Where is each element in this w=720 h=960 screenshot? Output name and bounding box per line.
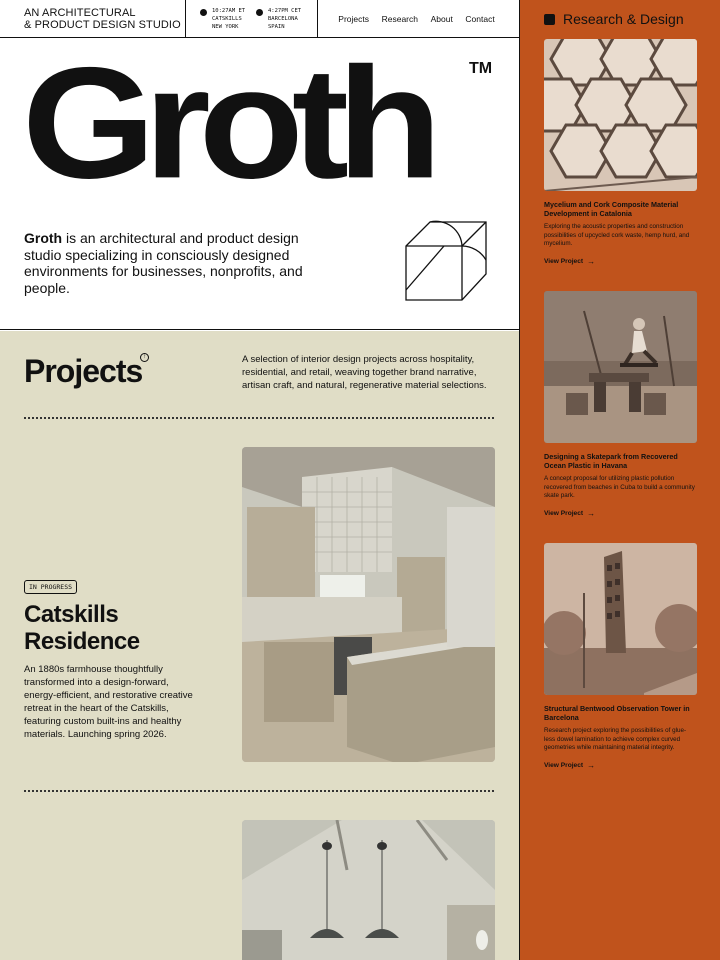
research-image-hexagon[interactable] [544, 39, 697, 191]
research-card-title: Designing a Skatepark from Recovered Ocean Plastic in Havana [544, 452, 678, 470]
clock-barcelona [256, 7, 312, 37]
nav-projects[interactable]: Projects [338, 13, 370, 24]
studio-intro [24, 230, 324, 296]
dotted-divider [24, 790, 494, 792]
project-title-line2: Residence [24, 628, 140, 655]
dotted-divider [24, 417, 494, 419]
view-project-link[interactable] [544, 509, 697, 518]
main-nav [318, 0, 519, 37]
tower-illustration [544, 543, 697, 695]
research-card-text: A concept proposal for utilizing plastic pollution recovered from beaches in Cuba to build a community skate park. [544, 475, 695, 500]
view-project-label: View Project [544, 509, 584, 517]
research-card-mycelium[interactable] [544, 39, 697, 266]
projects-description: A selection of interior design projects across hospitality, residential, and retail, weaving together brand narrative, artisan craft, and natural, regenerative material selections. [242, 354, 487, 391]
intro-brand: Groth [24, 230, 63, 246]
project-description: An 1880s farmhouse thoughtfully transformed into a design-forward, energy-efficient, and restorative creative retreat in the heart of the Catskills, featuring custom built-ins and healthy materials. Launching spring 2026. [24, 664, 193, 740]
studio-tagline-line2: & PRODUCT DESIGN STUDIO [24, 19, 181, 31]
studio-tagline [0, 0, 186, 37]
studio-tagline-line1: AN ARCHITECTURAL [24, 7, 136, 19]
research-card-tower[interactable] [544, 543, 697, 770]
research-image-skater[interactable] [544, 291, 697, 443]
dining-photo[interactable] [242, 820, 495, 960]
kitchen-photo[interactable] [242, 447, 495, 762]
view-project-label: View Project [544, 257, 584, 265]
cube-logo-icon [404, 220, 490, 302]
view-project-link[interactable] [544, 761, 697, 770]
clock-time: 4:27PM CET [268, 8, 302, 14]
projects-arrow-icon: ↑ [140, 353, 149, 362]
trademark-symbol: TM [469, 60, 493, 77]
arrow-right-icon: → [587, 256, 596, 266]
nav-contact[interactable]: Contact [465, 13, 495, 24]
hexagon-panels-illustration [544, 39, 697, 191]
clock-catskills [200, 7, 256, 37]
dining-illustration [242, 820, 495, 960]
research-card-title: Structural Bentwood Observation Tower in Barcelona [544, 704, 690, 722]
research-sidebar [519, 0, 720, 960]
projects-heading: Projects [24, 353, 143, 389]
arrow-right-icon: → [587, 760, 596, 770]
research-heading: Research & Design [563, 11, 684, 27]
project-title[interactable] [24, 601, 224, 655]
intro-text: is an architectural and product design studio specializing in consciously designed environments for businesses, nonprofits, and people. [24, 230, 303, 296]
square-bullet-icon [544, 14, 555, 25]
research-card-text: Exploring the acoustic properties and construction possibilities of upcycled cork waste, hemp hurd, and mycelium. [544, 223, 690, 248]
clock-region: NEW YORK [212, 24, 239, 30]
clock-dot-icon [200, 9, 207, 16]
kitchen-illustration [242, 447, 495, 762]
arrow-right-icon: → [587, 508, 596, 518]
research-card-text: Research project exploring the possibilities of glue-less dowel lamination to achieve complex curved geometries while maintaining material integrity. [544, 727, 687, 752]
research-header [544, 11, 684, 27]
nav-research[interactable]: Research [381, 13, 418, 24]
project-title-line1: Catskills [24, 601, 119, 628]
clock-place: BARCELONA [268, 16, 298, 22]
clock-place: CATSKILLS [212, 16, 242, 22]
skater-illustration [544, 291, 697, 443]
site-header [0, 0, 519, 38]
studio-clocks [186, 0, 318, 37]
research-image-tower[interactable] [544, 543, 697, 695]
clock-time: 10:27AM ET [212, 8, 246, 14]
research-card-title: Mycelium and Cork Composite Material Development in Catalonia [544, 200, 679, 218]
clock-dot-icon [256, 9, 263, 16]
view-project-label: View Project [544, 761, 584, 769]
brand-wordmark: Groth [22, 34, 431, 212]
clock-region: SPAIN [268, 24, 285, 30]
hero-section [0, 34, 519, 330]
view-project-link[interactable] [544, 257, 697, 266]
research-card-skatepark[interactable] [544, 291, 697, 518]
status-badge: IN PROGRESS [24, 580, 77, 594]
projects-section [0, 331, 519, 960]
nav-about[interactable]: About [430, 13, 453, 24]
